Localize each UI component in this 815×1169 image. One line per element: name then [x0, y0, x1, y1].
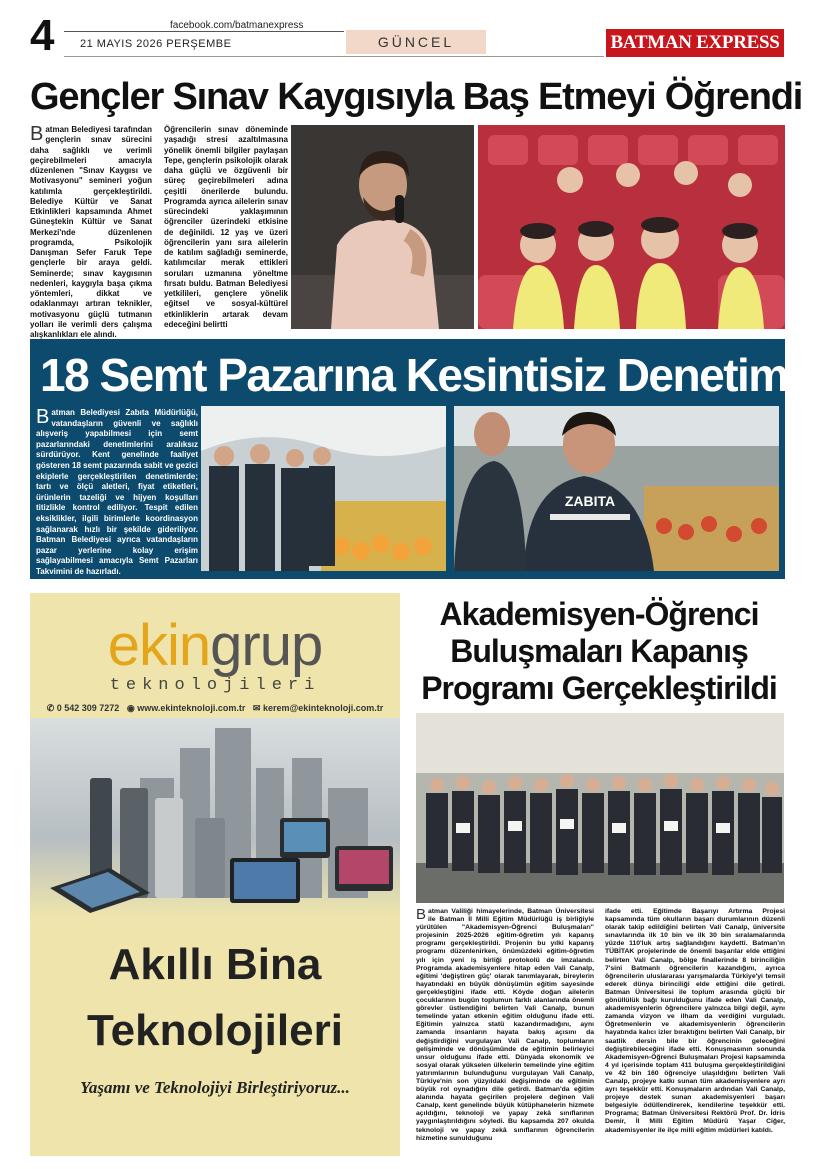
article1-headline: Gençler Sınav Kaygısıyla Baş Etmeyi Öğrendi	[30, 76, 803, 118]
ad-logo-part2: grup	[210, 613, 323, 678]
ad-smart-building-image	[30, 718, 400, 918]
header-rule-bottom	[64, 56, 604, 57]
article1-column-1	[30, 123, 152, 339]
article2-text: atman Belediyesi Zabıta Müdürlüğü, vatandaşların güvenli ve sağlıklı alışveriş yapabilmesi için semt pazarlarındaki denetimlerini aralıksız sürdürüyor. Kent genelinde faaliyet gösteren 18 semt pazarında sabit ve gezici ekiplerle gerçekleştirilen denetimlerde; tartı ve ölçü aletleri, fiyat etiketleri, ürünlerin tazeliği ve hijyen koşulları titizlikle kontrol ediliyor. Tespit edilen eksiklikler, ilgili birimlerle koordinasyon sağlanarak hızlı bir şekilde gideriliyor. Batman Belediyesi ayrıca vatandaşların pazar yerlerine kolay erişim sağlayabilmesi amacıyla Semt Pazarları Takvimini de hazırladı.	[36, 408, 198, 576]
audience-photo	[478, 125, 785, 329]
group-photo	[416, 713, 784, 903]
article3-col1-text: atman Valiliği himayelerinde, Batman Üniversitesi ile Batman İl Milli Eğitim Müdürlüğü iş birliğiyle yürütülen "Akademisyen-Öğrenci Buluşmaları" projesinin 2025-2026 eğitim-öğretim yılı kapanış programı gerçekleştirildi. Projenin bu yılki kapanış programı düzenlenirken, önümüzdeki eğitim-öğretim yılı için yeni iş birliği protokolü de imzalandı. Programda akademisyenlere hitap eden Vali Canalp, eğitimi 'değiştiren güç' olarak tanımlayarak, bireylerin hayatındaki en büyük dönüşümün eğitim sayesinde gerçekleştiğini ifade etti. Köyde doğan ailelerin çocuklarının bugün toplumun farklı alanlarında önemli görevler üstlendiğini belirten Vali Canalp, bunun temelinde yatan etkenin eğitim olduğunu ifade etti. Eğitimin yalnızca statü kazandırmadığını, aynı zamanda insanların hayata bakış açısını da değiştirdiğini vurgulayan Vali Canalp, toplumların gelişiminde ve dönüşümünde de eğitimin belirleyici unsur olduğunu ifade etti. Dünyada ekonomik ve sosyal olarak yükselen ülkelerin temelinde yine eğitim yatırımlarının bulunduğunu vurgulayan Vali Canalp, Türkiye'nin son yüzyıldaki değişiminde de eğitimin büyük rol oynadığını dile getirdi. Batman'da eğitim alanında hayata geçirilen projelere değinen Vali Canalp, kent genelinde büyük kütüphanelerin hizmete açıldığını, teknoloji ve yapay zekâ sınıflarının yaygınlaştırıldığını söyledi. Bu kapsamda 207 okulda teknoloji ve yapay zekâ sınıflarının öğrencilerin hizmetine sunulduğunu	[416, 908, 594, 1142]
section-label: GÜNCEL	[346, 30, 486, 54]
article1-col1-text: atman Belediyesi tarafından gençlerin sınav sürecini daha sağlıklı ve verimli geçirebilmeleri amacıyla düzenlenen "Sınav Kaygısı ve Motivasyonu" semineri yoğun katılımla gerçekleştirildi. Belediye Kültür ve Sanat Etkinlikleri kapsamında Ahmet Güneştekin Kültür ve Sanat Merkezi'nde düzenlenen programda, Psikolojik Danışman Sefer Faruk Tepe gençlerle bir araya geldi. Seminerde; sınav kaygısının nedenleri, kaygıyla başa çıkma yöntemleri, dikkat ve odaklanmayı artıran teknikler, motivasyonu güçlü tutmanın yolları ile verimli ders çalışma alışkanlıkları ele alındı.	[30, 125, 152, 339]
mail-icon: ✉	[252, 703, 261, 713]
article1-dropcap: B	[30, 123, 44, 145]
page-number: 4	[30, 11, 55, 60]
ad-phone[interactable]: 0 542 309 7272	[56, 703, 120, 713]
ad-logo[interactable]	[30, 614, 400, 678]
speaker-photo	[291, 125, 474, 329]
ad-contact-row	[40, 703, 390, 714]
facebook-link[interactable]: facebook.com/batmanexpress	[170, 20, 304, 31]
ad-website[interactable]: www.ekinteknoloji.com.tr	[137, 703, 246, 713]
vest-label: ZABITA	[564, 493, 616, 509]
header-rule	[64, 31, 344, 32]
article2-dropcap: B	[36, 406, 50, 428]
ad-title-line2: Teknolojileri	[87, 1006, 343, 1055]
newspaper-logo[interactable]: BATMAN EXPRESS	[606, 29, 784, 57]
ad-slogan: Yaşamı ve Teknolojiyi Birleştiriyoruz...	[80, 1078, 350, 1097]
article3-column-1	[416, 908, 594, 1153]
article2-headline: 18 Semt Pazarına Kesintisiz Denetim	[40, 349, 788, 401]
ad-logo-subtitle: teknolojileri	[109, 676, 321, 695]
article3-dropcap: B	[416, 906, 427, 923]
article3-column-2: ifade etti. Eğitimde Başarıyı Artırma Projesi kapsamında tüm okulların başarı durumlarının düzenli olarak takip edildiğini belirten Vali Canalp, üniversite sınavlarında ilk 10 bin ve ilk 30 bin sıralamalarında yüzde 110'luk artış sağlandığını kaydetti. Batman'ın TÜBİTAK projelerinde de önemli başarılar elde ettiğini belirten Vali Canalp, bölge finallerinde 8 birinciliğin 7'sini Batmanlı öğrencilerin kazandığını, ayrıca öğrencilerin uluslararası yarışmalarda Türkiye'yi temsil ederek dünya birinciliği elde ettiğini dile getirdi. Batman Üniversitesi ile toplum arasında güçlü bir gönüllülük bağı kurulduğunu ifade eden Vali Canalp, akademisyenlerin öğrencilere yalnızca bilgi değil, aynı zamanda vizyon ve ilham da verdiğini vurguladı. Öğretmenlerin ve akademisyenlerin öğrencilerin hayatında kalıcı izler bıraktığını belirten Vali Canalp, bir saatlik dersin bile bir öğrencinin geleceğini değiştirebileceğini ifade etti. Konuşmasının sonunda Akademisyen-Öğrenci Buluşmaları Projesi kapsamında 4 yıl içerisinde toplam 411 buluşma gerçekleştirildiğini ve 42 bin 160 öğrenciye ulaşıldığını belirten Vali Canalp, projeye katkı sunan tüm akademisyenlere ayrı ayrı teşekkür etti. Konuşmaların ardından Vali Canalp, projeye destek sunan akademisyenleri başarı belgesiyle ödüllendirerek, kendilerine teşekkür etti. Programa; Batman Üniversitesi Rektörü Prof. Dr. İdris Demir, İl Milli Eğitim Müdürü Yaşar Ciğer, akademisyenler ile ilçe milli eğitim müdürleri katıldı.	[605, 908, 785, 1134]
market-inspection-photo	[201, 406, 446, 571]
globe-icon: ◉	[126, 703, 135, 713]
article2-body	[36, 408, 198, 574]
ad-email[interactable]: kerem@ekinteknoloji.com.tr	[262, 703, 384, 713]
article3-headline: Akademisyen-Öğrenci Buluşmaları Kapanış Programı Gerçekleştirildi	[421, 596, 777, 706]
issue-date: 21 MAYIS 2026 PERŞEMBE	[80, 38, 232, 50]
zabita-officer-photo	[454, 406, 779, 571]
phone-icon: ✆	[46, 703, 55, 713]
article1-column-2: Öğrencilerin sınav döneminde yaşadığı stresi azaltılmasına yönelik önemli bilgiler paylaşan Tepe, gençlerin psikolojik olarak daha güçlü ve özgüvenli bir süreç geçirebilmeleri adına çeşitli önerilerde bulundu. Programda ayrıca ailelerin sınav sürecindeki yaklaşımının öğrenciler üzerindeki etkisine de değinildi. 12 yaş ve üzeri öğrencilerin yanı sıra ailelerin de katılım sağladığı seminerde, katılımcılar merak ettikleri soruları uzmanına yöneltme fırsatı buldu. Batman Belediyesi yetkilileri, gençlere yönelik eğitsel ve sosyal-kültürel etkinliklerin artarak devam edeceğini belirtti	[164, 125, 288, 329]
ad-title-line1: Akıllı Bina	[108, 940, 322, 989]
ad-logo-part1: ekin	[107, 613, 211, 678]
